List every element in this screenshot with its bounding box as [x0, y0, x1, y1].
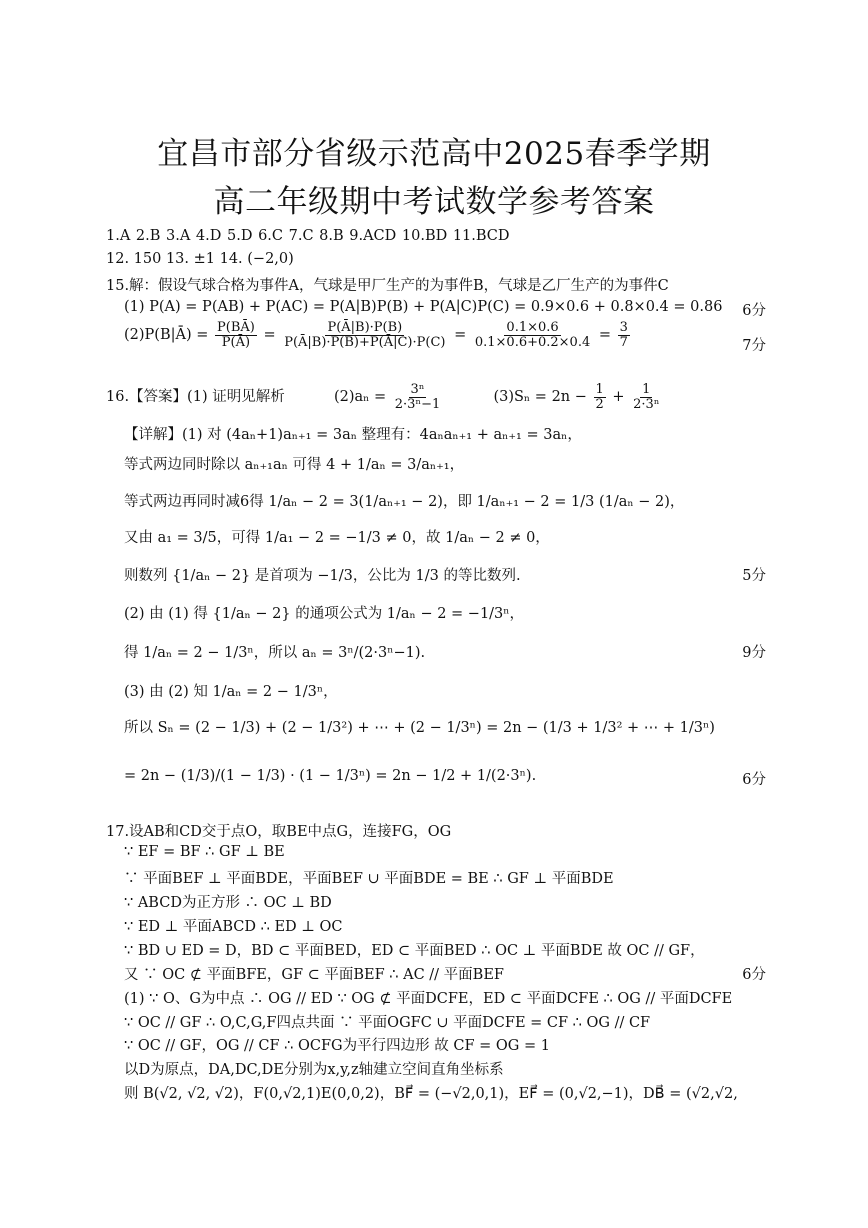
q16-ans3-fraction-1 — [594, 383, 606, 411]
q16-answer-label: 16.【答案】(1) 证明见解析 — [106, 389, 285, 406]
q16-detail-10-score: 6分 — [742, 772, 766, 788]
fill-answers-row: 12. 150 13. ±1 14. (−2,0) — [106, 251, 294, 267]
fraction-numerator: 3ⁿ — [410, 382, 425, 397]
page-subtitle: 高二年级期中考试数学参考答案 — [213, 184, 655, 220]
fraction-denominator: 2 — [595, 396, 604, 412]
q15-part2-score: 7分 — [742, 338, 766, 354]
q17-line-4: ∵ ABCD为正方形 ∴ OC ⊥ BD — [124, 895, 332, 911]
q15-part1: (1) P(A) = P(AB) + P(AC) = P(A|B)P(B) + P(A|C)P(C) = 0.9×0.6 + 0.8×0.4 = 0.86 — [124, 299, 723, 315]
q16-detail-line-4: 又由 a₁ = 3/5，可得 1/a₁ − 2 = −1/3 ≠ 0，故 1/aₙ − 2 ≠ 0， — [124, 530, 550, 546]
page-title: 宜昌市部分省级示范高中2025春季学期 — [157, 136, 711, 172]
q15-part1-score: 6分 — [742, 303, 766, 319]
q16-detail-5-score: 5分 — [742, 568, 766, 584]
equals-sign: = — [263, 327, 276, 344]
q16-detail-line-8: (3) 由 (2) 知 1/aₙ = 2 − 1/3ⁿ， — [124, 684, 338, 700]
fraction-numerator: 1 — [642, 382, 651, 397]
q17-line-12: 则 B(√2, √2, √2)，F(0,√2,1)E(0,0,2)，BF⃗ = (−√2,0,1)，EF⃗ = (0,√2,−1)，DB⃗ = (√2,√2, — [124, 1086, 738, 1102]
q16-detail-line-5: 则数列 {1/aₙ − 2} 是首项为 −1/3，公比为 1/3 的等比数列. — [124, 568, 521, 584]
q16-answer-row — [106, 383, 663, 411]
q17-line-8: (1) ∵ O、G为中点 ∴ OG // ED ∵ OG ⊄ 平面DCFE，ED ⊂ 平面DCFE ∴ OG // 平面DCFE — [124, 991, 733, 1007]
q17-line-11: 以D为原点，DA,DC,DE分别为x,y,z轴建立空间直角坐标系 — [124, 1062, 504, 1078]
fraction-denominator: P(Ā|B)·P(B)+P(Ā|C)·P(C) — [284, 334, 446, 350]
q15-part2-fraction-4 — [618, 321, 630, 349]
q16-detail-line-2: 等式两边同时除以 aₙ₊₁aₙ 可得 4 + 1/aₙ = 3/aₙ₊₁， — [124, 457, 465, 473]
fraction-denominator: 2·3ⁿ — [633, 396, 660, 412]
fraction-numerator: 1 — [595, 382, 604, 397]
q16-detail-line-10: = 2n − (1/3)/(1 − 1/3) · (1 − 1/3ⁿ) = 2n − 1/2 + 1/(2·3ⁿ). — [124, 768, 537, 784]
q17-line-2: ∵ EF = BF ∴ GF ⊥ BE — [124, 844, 285, 860]
q16-detail-line-6: (2) 由 (1) 得 {1/aₙ − 2} 的通项公式为 1/aₙ − 2 = −1/3ⁿ， — [124, 606, 525, 622]
q17-line-6: ∵ BD ∪ ED = D，BD ⊂ 平面BED，ED ⊂ 平面BED ∴ OC ⊥ 平面BDE 故 OC // GF， — [124, 943, 705, 959]
q16-detail-line-3: 等式两边再同时减6得 1/aₙ − 2 = 3(1/aₙ₊₁ − 2)，即 1/aₙ₊₁ − 2 = 1/3 (1/aₙ − 2)， — [124, 494, 685, 510]
fraction-denominator: P(Ā) — [221, 334, 251, 350]
q15-intro: 15.解：假设气球合格为事件A，气球是甲厂生产的为事件B，气球是乙厂生产的为事件C — [106, 278, 669, 294]
q16-detail-line-7: 得 1/aₙ = 2 − 1/3ⁿ，所以 aₙ = 3ⁿ/(2·3ⁿ−1). — [124, 645, 426, 661]
q15-part2-fraction-3 — [473, 321, 592, 349]
q17-line-7-score: 6分 — [742, 967, 766, 983]
fraction-numerator: P(Ā|B)·P(B) — [327, 320, 403, 335]
fraction-denominator: 7 — [619, 334, 628, 350]
fraction-numerator: P(BĀ) — [217, 320, 255, 335]
q16-detail-line-9: 所以 Sₙ = (2 − 1/3) + (2 − 1/3²) + ⋯ + (2 − 1/3ⁿ) = 2n − (1/3 + 1/3² + ⋯ + 1/3ⁿ) — [124, 720, 715, 736]
q16-detail-7-score: 9分 — [742, 645, 766, 661]
equals-sign: = — [598, 327, 611, 344]
q17-line-1: 17.设AB和CD交于点O，取BE中点G，连接FG，OG — [106, 824, 452, 840]
plus-sign: + — [612, 389, 625, 406]
q15-part2-lhs: (2)P(B|Ā) = — [124, 327, 209, 344]
q16-ans2-fraction — [393, 383, 442, 411]
q17-line-5: ∵ ED ⊥ 平面ABCD ∴ ED ⊥ OC — [124, 919, 343, 935]
q17-line-10: ∵ OC // GF，OG // CF ∴ OCFG为平行四边形 故 CF = OG = 1 — [124, 1038, 550, 1054]
equals-sign: = — [454, 327, 467, 344]
q15-part2-fraction-2 — [282, 321, 447, 349]
q16-ans2-lhs: (2)aₙ = — [333, 389, 387, 406]
fraction-denominator: 0.1×0.6+0.2×0.4 — [474, 334, 591, 350]
q15-part2 — [124, 321, 632, 349]
q16-detail-line-1: 【详解】(1) 对 (4aₙ+1)aₙ₊₁ = 3aₙ 整理有：4aₙaₙ₊₁ + aₙ₊₁ = 3aₙ， — [124, 427, 582, 443]
q15-part2-fraction-1 — [215, 321, 257, 349]
choice-answers-row: 1.A 2.B 3.A 4.D 5.D 6.C 7.C 8.B 9.ACD 10.BD 11.BCD — [106, 228, 510, 244]
q17-line-3: ∵ 平面BEF ⊥ 平面BDE，平面BEF ∪ 平面BDE = BE ∴ GF ⊥ 平面BDE — [124, 871, 614, 887]
q17-line-9: ∵ OC // GF ∴ O,C,G,F四点共面 ∵ 平面OGFC ∪ 平面DCFE = CF ∴ OG // CF — [124, 1015, 651, 1031]
fraction-numerator: 3 — [619, 320, 628, 335]
q16-ans3-fraction-2 — [631, 383, 661, 411]
q17-line-7: 又 ∵ OC ⊄ 平面BFE，GF ⊂ 平面BEF ∴ AC // 平面BEF — [124, 967, 504, 983]
fraction-numerator: 0.1×0.6 — [506, 320, 559, 335]
q16-ans3-lhs: (3)Sₙ = 2n − — [493, 389, 587, 406]
fraction-denominator: 2·3ⁿ−1 — [394, 396, 441, 412]
